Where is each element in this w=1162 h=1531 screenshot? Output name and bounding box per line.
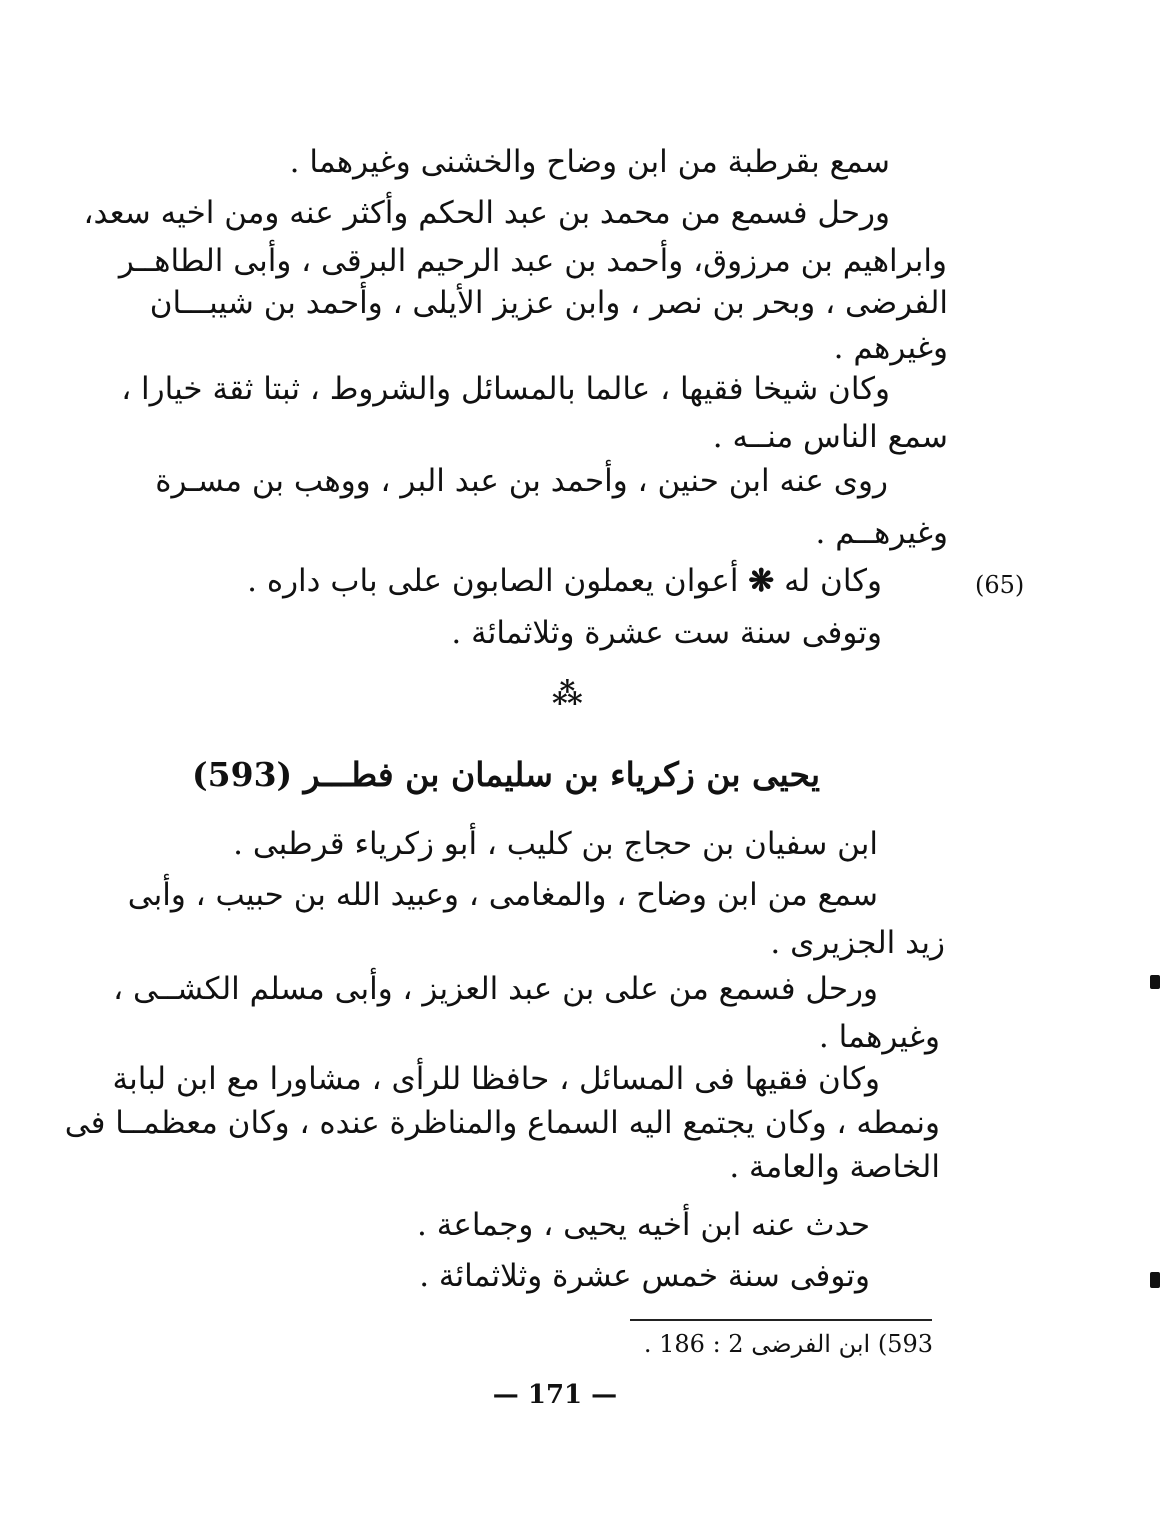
text-line: روى عنه ابن حنين ، وأحمد بن عبد البر ، ووهب بن مسـرة [155,463,888,499]
text-line: سمع الناس منــه . [712,419,948,455]
text-line: سمع من ابن وضاح ، والمغامى ، وعبيد الله بن حبيب ، وأبى [127,877,878,913]
text-line: الفرضى ، وبحر بن نصر ، وابن عزيز الأيلى ، وأحمد بن شيبـــان [149,285,948,321]
line-rest: أعوان يعملون الصابون على باب داره . [247,563,739,599]
flower-star-icon: ❋ [748,563,775,599]
text-line: حدث عنه ابن أخيه يحيى ، وجماعة . [417,1207,870,1243]
text-line: وابراهيم بن مرزوق، وأحمد بن عبد الرحيم البرقى ، وأبى الطاهــر [118,243,947,279]
text-line: وتوفى سنة خمس عشرة وثلاثمائة . [419,1258,870,1294]
text-line-with-star [247,563,882,599]
text-line: الخاصة والعامة . [729,1149,940,1185]
line-prefix: وكان له [784,563,882,599]
scan-edge-mark [1150,1272,1160,1288]
margin-number: (65) [975,571,1025,599]
text-line: ونمطه ، وكان يجتمع اليه السماع والمناظرة عنده ، وكان معظمــا فى [64,1105,940,1141]
text-line: ورحل فسمع من محمد بن عبد الحكم وأكثر عنه ومن اخيه سعد، [83,195,890,231]
text-line: ابن سفيان بن حجاج بن كليب ، أبو زكرياء قرطبى . [233,826,878,862]
footnote: 593) ابن الفرضى 2 : 186 . [643,1330,933,1358]
text-line: وكان شيخا فقيها ، عالما بالمسائل والشروط ، ثبتا ثقة خيارا ، [121,371,890,407]
page-number: — 171 — [492,1380,618,1410]
text-line: وتوفى سنة ست عشرة وثلاثمائة . [451,615,882,651]
footnote-rule [630,1319,932,1321]
section-separator: ⁂ [552,677,583,712]
scan-edge-mark [1150,975,1160,989]
text-line: وغيرهم . [833,330,948,366]
text-line: ورحل فسمع من على بن عبد العزيز ، وأبى مسلم الكشــى ، [113,971,878,1007]
text-line: زيد الجزيرى . [770,925,945,961]
text-line: وغيرهــم . [815,515,948,551]
text-line: وكان فقيها فى المسائل ، حافظا للرأى ، مشاورا مع ابن لبابة [112,1061,880,1097]
text-line: وغيرهما . [818,1019,940,1055]
entry-title: يحيى بن زكرياء بن سليمان بن فطـــر (593) [192,755,820,794]
text-line: سمع بقرطبة من ابن وضاح والخشنى وغيرهما . [289,144,890,180]
